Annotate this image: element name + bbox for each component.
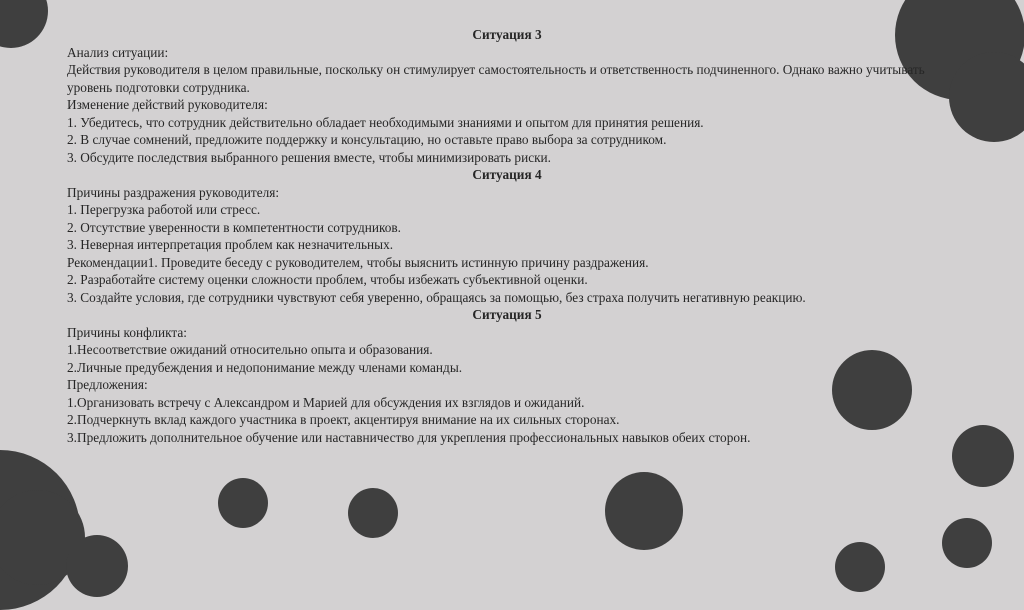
decorative-circle bbox=[949, 52, 1024, 142]
text-line: 3. Неверная интерпретация проблем как незначительных. bbox=[67, 237, 394, 252]
text-line: 2.Подчеркнуть вклад каждого участника в проект, акцентируя внимание на их сильных сторонах. bbox=[67, 412, 620, 427]
decorative-circle bbox=[218, 478, 268, 528]
document-body bbox=[67, 26, 947, 446]
section-title: Ситуация 5 bbox=[472, 307, 542, 322]
text-line: Изменение действий руководителя: bbox=[67, 97, 268, 112]
section-title: Ситуация 3 bbox=[472, 27, 542, 42]
text-line: 2.Личные предубеждения и недопонимание между членами команды. bbox=[67, 359, 463, 375]
decorative-circle bbox=[605, 472, 683, 550]
text-line: Предложения: bbox=[67, 377, 148, 392]
decorative-circle bbox=[0, 0, 48, 48]
text-line: 3. Создайте условия, где сотрудники чувствуют себя уверенно, обращаясь за помощью, без страха получить негативную реакцию. bbox=[67, 289, 806, 305]
text-line: 2. Отсутствие уверенности в компетентности сотрудников. bbox=[67, 219, 401, 235]
text-line: 3.Предложить дополнительное обучение или наставничество для укрепления профессиональных навыков обеих сторон. bbox=[67, 429, 751, 445]
text-line: 2. В случае сомнений, предложите поддержку и консультацию, но оставьте право выбора за сотрудником. bbox=[67, 132, 667, 147]
text-line: 3. Обсудите последствия выбранного решения вместе, чтобы минимизировать риски. bbox=[67, 149, 551, 165]
text-line: Анализ ситуации: bbox=[67, 44, 169, 60]
text-line: 1.Несоответствие ожиданий относительно опыта и образования. bbox=[67, 342, 433, 357]
decorative-circle bbox=[348, 488, 398, 538]
text-line: Действия руководителя в целом правильные, поскольку он стимулирует самостоятельность и ответственность подчиненного. Однако важно учитывать уровень подготовки сотрудника. bbox=[67, 62, 925, 95]
text-line: 2. Разработайте систему оценки сложности проблем, чтобы избежать субъективной оценки. bbox=[67, 272, 588, 287]
text-line: Рекомендации1. Проведите беседу с руководителем, чтобы выяснить истинную причину раздражения. bbox=[67, 254, 649, 270]
decorative-circle bbox=[835, 542, 885, 592]
decorative-circle bbox=[942, 518, 992, 568]
text-line: 1. Перегрузка работой или стресс. bbox=[67, 202, 261, 217]
text-line: 1. Убедитесь, что сотрудник действительно обладает необходимыми знаниями и опытом для принятия решения. bbox=[67, 114, 704, 130]
text-line: 1.Организовать встречу с Александром и Марией для обсуждения их взглядов и ожиданий. bbox=[67, 394, 585, 410]
text-line: Причины конфликта: bbox=[67, 324, 187, 340]
text-line: Причины раздражения руководителя: bbox=[67, 184, 280, 200]
decorative-circle bbox=[952, 425, 1014, 487]
decorative-circle bbox=[66, 535, 128, 597]
section-title: Ситуация 4 bbox=[472, 167, 542, 182]
